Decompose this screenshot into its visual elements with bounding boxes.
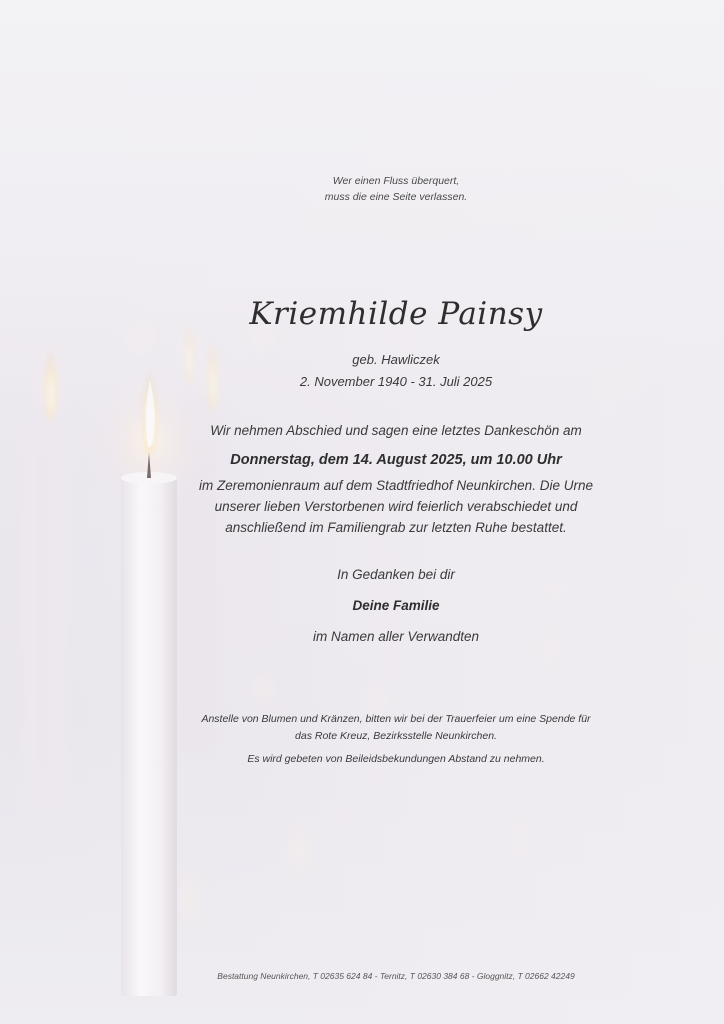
ceremony-details — [140, 475, 652, 538]
deceased-name: Kriemhilde Painsy — [249, 296, 543, 332]
life-dates: 2. November 1940 - 31. Juli 2025 — [299, 374, 493, 389]
quote-line-2: muss die eine Seite verlassen. — [324, 191, 468, 203]
closing-relatives: im Namen aller Verwandten — [312, 629, 480, 644]
closing-thoughts: In Gedanken bei dir — [337, 567, 455, 582]
farewell-intro: Wir nehmen Abschied und sagen eine letztes Dankeschön am — [210, 423, 582, 438]
quote — [140, 173, 652, 205]
closing-family: Deine Familie — [352, 598, 440, 613]
donation-note-line-1: Anstelle von Blumen und Kränzen, bitten wir bei der Trauerfeier um eine Spende für — [201, 713, 591, 725]
maiden-name: geb. Hawliczek — [352, 352, 440, 367]
ceremony-details-line-2: unserer lieben Verstorbenen wird feierlich verabschiedet und — [214, 499, 578, 514]
donation-note — [140, 711, 652, 745]
quote-line-1: Wer einen Fluss überquert, — [332, 175, 460, 187]
funeral-home-footer: Bestattung Neunkirchen, T 02635 624 84 - Ternitz, T 02630 384 68 - Gloggnitz, T 02662 42249 — [217, 971, 575, 981]
donation-note-line-2: das Rote Kreuz, Bezirksstelle Neunkirchen. — [295, 730, 497, 742]
condolences-note: Es wird gebeten von Beileidsbekundungen Abstand zu nehmen. — [247, 753, 545, 765]
ceremony-datetime: Donnerstag, dem 14. August 2025, um 10.00 Uhr — [230, 452, 562, 468]
ceremony-details-line-1: im Zeremonienraum auf dem Stadtfriedhof Neunkirchen. Die Urne — [199, 478, 593, 493]
ceremony-details-line-3: anschließend im Familiengrab zur letzten Ruhe bestattet. — [225, 520, 567, 535]
